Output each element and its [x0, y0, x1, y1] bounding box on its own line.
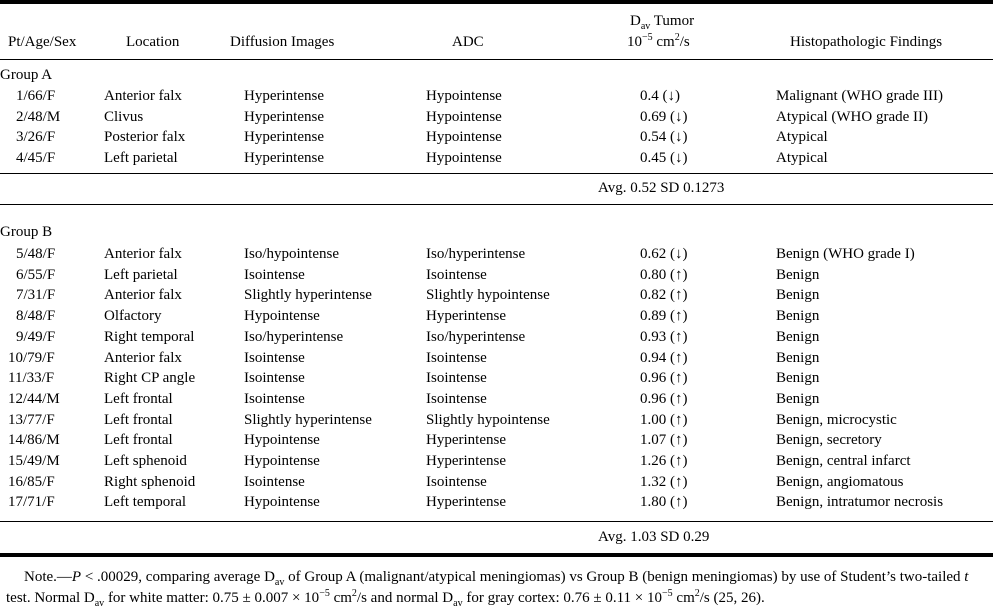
cell-histopathology: Benign, secretory: [776, 432, 882, 449]
cell-patient: 16/85/F: [8, 473, 55, 490]
cell-dav-tumor: 0.96 (↑): [640, 370, 688, 387]
cell-dav-tumor: 0.80 (↑): [640, 266, 688, 283]
cell-location: Left parietal: [104, 266, 178, 283]
cell-diffusion: Isointense: [244, 473, 305, 490]
note-t6-sub: av: [453, 598, 463, 609]
cell-location: Anterior falx: [104, 246, 182, 262]
cell-patient: 13/77/F: [8, 411, 55, 428]
cell-location: Left frontal: [104, 411, 173, 428]
cell-adc: Hyperintense: [426, 494, 506, 511]
cell-dav-tumor: 0.96 (↑): [640, 390, 688, 407]
top-rule: [0, 0, 993, 4]
cell-patient: 6/55/F: [16, 266, 56, 283]
cell-histopathology: Benign, microcystic: [776, 411, 897, 428]
cell-dav-tumor: 0.69 (↓): [640, 108, 688, 125]
note-t2: of Group A (malignant/atypical meningiomas) vs Group B (benign meningiomas) by use of Student’s two-tailed: [284, 569, 965, 585]
cell-adc: Isointense: [426, 349, 487, 366]
cell-adc: Hypointense: [426, 88, 502, 104]
cell-adc: Hyperintense: [426, 432, 506, 449]
note-t4-exp: −5: [319, 588, 330, 599]
header-location: Location: [126, 34, 180, 50]
cell-patient: 8/48/F: [16, 308, 56, 325]
cell-location: Anterior falx: [104, 88, 182, 104]
cell-histopathology: Malignant (WHO grade III): [776, 88, 944, 104]
cell-dav-tumor: 1.32 (↑): [640, 473, 688, 490]
note-t5: cm: [329, 590, 352, 606]
cell-adc: Hyperintense: [426, 308, 506, 325]
cell-diffusion: Hyperintense: [244, 129, 324, 146]
cell-patient: 12/44/M: [8, 390, 60, 407]
cell-histopathology: Benign: [776, 266, 820, 283]
note-t1: < .00029, comparing average D: [81, 569, 275, 585]
note-t1-sub: av: [274, 577, 285, 588]
cell-location: Right temporal: [104, 328, 195, 345]
table-note: [6, 567, 986, 609]
header-units-base: 10: [627, 34, 642, 50]
cell-patient: 2/48/M: [16, 108, 61, 125]
cell-patient: 7/31/F: [16, 287, 56, 304]
cell-adc: Isointense: [426, 390, 487, 407]
cell-patient: 1/66/F: [16, 88, 56, 104]
group-a-end-rule: [0, 173, 993, 174]
cell-dav-tumor: 0.4 (↓): [640, 88, 680, 104]
cell-dav-tumor: 1.26 (↑): [640, 453, 688, 469]
header-dav-units: [627, 33, 690, 51]
cell-location: Left temporal: [104, 494, 187, 511]
cell-diffusion: Iso/hyperintense: [244, 328, 344, 345]
cell-patient: 3/26/F: [16, 129, 56, 146]
cell-patient: 4/45/F: [16, 150, 56, 167]
cell-histopathology: Atypical: [776, 129, 828, 146]
note-t8: cm: [672, 590, 695, 606]
cell-diffusion: Hypointense: [244, 432, 320, 449]
header-units-tail: /s: [679, 34, 690, 50]
cell-histopathology: Atypical: [776, 150, 828, 167]
note-t7: for gray cortex: 0.76 ± 0.11 × 10: [462, 590, 663, 606]
cell-adc: Hypointense: [426, 150, 502, 167]
note-t6: /s and normal D: [356, 590, 454, 606]
header-dav-d: D: [630, 13, 641, 29]
cell-diffusion: Isointense: [244, 370, 305, 387]
cell-dav-tumor: 1.07 (↑): [640, 432, 688, 449]
group-b-end-rule: [0, 521, 993, 522]
note-p: P: [71, 569, 82, 585]
cell-location: Left frontal: [104, 432, 173, 449]
note-lead: Note.—: [24, 569, 72, 585]
cell-adc: Isointense: [426, 370, 487, 387]
header-dav-tumor: [630, 12, 694, 30]
cell-diffusion: Hyperintense: [244, 150, 324, 167]
cell-dav-tumor: 0.54 (↓): [640, 129, 688, 146]
cell-adc: Hypointense: [426, 129, 502, 146]
cell-dav-tumor: 0.89 (↑): [640, 308, 688, 325]
cell-location: Left parietal: [104, 150, 178, 167]
cell-adc: Iso/hyperintense: [426, 246, 526, 262]
header-adc: ADC: [452, 34, 484, 50]
group-b-average: Avg. 1.03 SD 0.29: [598, 529, 710, 545]
cell-diffusion: Slightly hyperintense: [244, 287, 372, 304]
cell-location: Right sphenoid: [104, 473, 196, 490]
header-dav-rest: Tumor: [650, 13, 695, 29]
cell-adc: Hyperintense: [426, 453, 506, 469]
group-a-label: Group A: [0, 67, 53, 83]
cell-diffusion: Isointense: [244, 266, 305, 283]
cell-diffusion: Isointense: [244, 390, 305, 407]
note-t3-sub: av: [94, 598, 105, 609]
header-histopathologic-findings: Histopathologic Findings: [790, 34, 943, 50]
cell-location: Olfactory: [104, 308, 162, 325]
cell-histopathology: Benign: [776, 328, 820, 345]
cell-dav-tumor: 0.45 (↓): [640, 150, 688, 167]
cell-dav-tumor: 0.62 (↓): [640, 246, 688, 262]
note-t3: test. Normal D: [6, 590, 95, 606]
cell-diffusion: Hypointense: [244, 453, 320, 469]
cell-location: Left frontal: [104, 390, 173, 407]
cell-patient: 5/48/F: [16, 246, 56, 262]
bottom-rule: [0, 553, 993, 557]
note-t8-sq: 2: [694, 588, 700, 599]
cell-dav-tumor: 0.82 (↑): [640, 287, 688, 304]
cell-location: Left sphenoid: [104, 453, 187, 469]
cell-adc: Hypointense: [426, 108, 502, 125]
cell-histopathology: Benign: [776, 308, 820, 325]
cell-dav-tumor: 1.80 (↑): [640, 494, 688, 511]
cell-patient: 17/71/F: [8, 494, 55, 511]
cell-patient: 11/33/F: [8, 370, 55, 387]
cell-diffusion: Hypointense: [244, 308, 320, 325]
header-units-exp: −5: [642, 32, 653, 43]
header-units-sq: 2: [674, 32, 680, 43]
note-t9: /s (25, 26).: [699, 590, 765, 606]
cell-adc: Iso/hyperintense: [426, 328, 526, 345]
cell-diffusion: Hypointense: [244, 494, 320, 511]
cell-diffusion: Hyperintense: [244, 108, 324, 125]
cell-diffusion: Slightly hyperintense: [244, 411, 372, 428]
cell-histopathology: Benign: [776, 390, 820, 407]
cell-histopathology: Benign (WHO grade I): [776, 246, 915, 262]
note-t5-sq: 2: [351, 588, 357, 599]
cell-location: Clivus: [104, 108, 144, 125]
cell-diffusion: Hyperintense: [244, 88, 324, 104]
group-a-avg-rule: [0, 204, 993, 205]
cell-location: Right CP angle: [104, 370, 196, 387]
cell-patient: 14/86/M: [8, 432, 60, 449]
cell-histopathology: Atypical (WHO grade II): [776, 108, 929, 125]
header-rule: [0, 59, 993, 60]
cell-histopathology: Benign, central infarct: [776, 453, 911, 469]
cell-histopathology: Benign, intratumor necrosis: [776, 494, 944, 511]
cell-adc: Slightly hypointense: [426, 287, 550, 304]
group-a-average: Avg. 0.52 SD 0.1273: [598, 180, 725, 196]
header-pt-age-sex: Pt/Age/Sex: [8, 34, 77, 50]
cell-adc: Isointense: [426, 473, 487, 490]
group-b-label: Group B: [0, 224, 53, 240]
cell-histopathology: Benign: [776, 349, 820, 366]
cell-dav-tumor: 0.94 (↑): [640, 349, 688, 366]
cell-adc: Slightly hypointense: [426, 411, 550, 428]
cell-dav-tumor: 1.00 (↑): [640, 411, 688, 428]
cell-location: Anterior falx: [104, 349, 182, 366]
note-t4: for white matter: 0.75 ± 0.007 × 10: [104, 590, 320, 606]
cell-histopathology: Benign: [776, 287, 820, 304]
header-diffusion-images: Diffusion Images: [230, 34, 335, 50]
header-units-cm: cm: [652, 34, 675, 50]
note-t: t: [964, 569, 969, 585]
cell-location: Posterior falx: [104, 129, 186, 146]
header-dav-sub: av: [640, 21, 651, 32]
cell-location: Anterior falx: [104, 287, 182, 304]
cell-diffusion: Iso/hypointense: [244, 246, 339, 262]
cell-histopathology: Benign: [776, 370, 820, 387]
cell-adc: Isointense: [426, 266, 487, 283]
cell-dav-tumor: 0.93 (↑): [640, 328, 688, 345]
cell-patient: 9/49/F: [16, 328, 56, 345]
cell-diffusion: Isointense: [244, 349, 305, 366]
cell-patient: 10/79/F: [8, 349, 55, 366]
note-t7-exp: −5: [662, 588, 673, 599]
cell-histopathology: Benign, angiomatous: [776, 473, 904, 490]
cell-patient: 15/49/M: [8, 453, 60, 469]
